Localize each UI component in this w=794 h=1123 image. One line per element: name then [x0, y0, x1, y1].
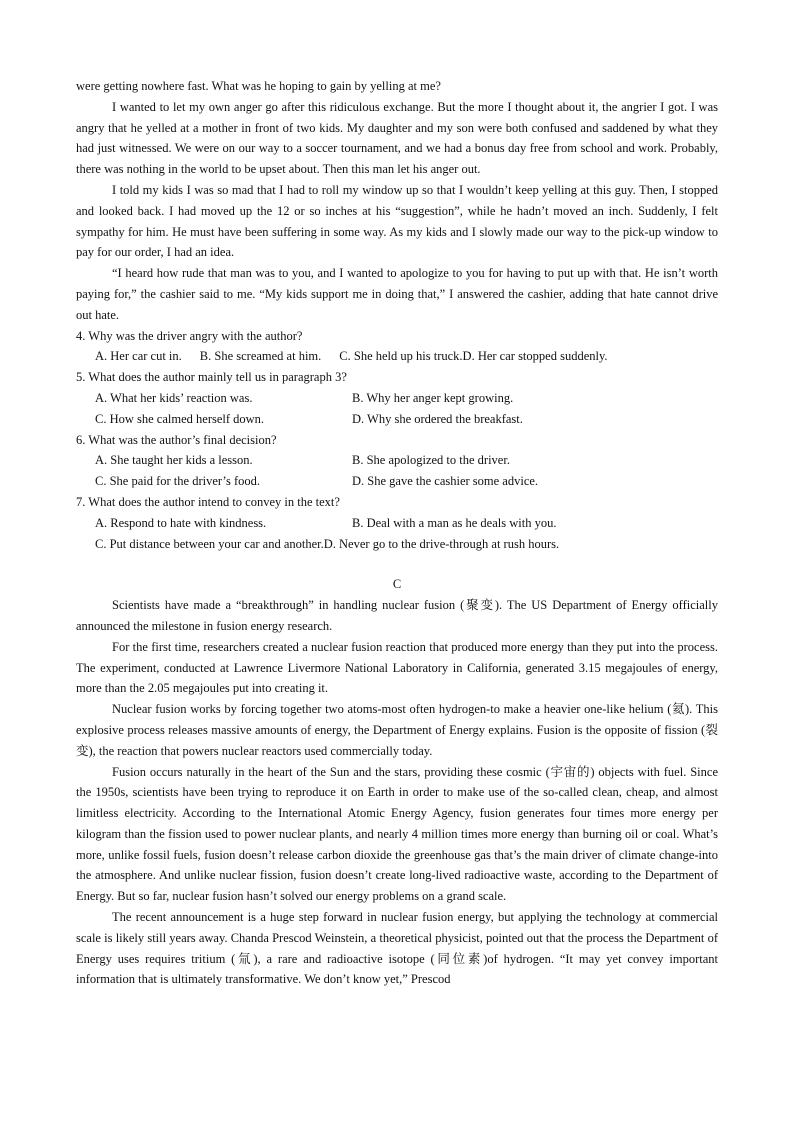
question-5-option-d: D. Why she ordered the breakfast. [352, 411, 523, 426]
passage-c-heading: C [392, 577, 402, 592]
passage-c-paragraph-3: Nuclear fusion works by forcing together two atoms-most often hydrogen-to make a heavier one-like helium (氦). This explosive process releases massive amounts of energy, the Department of Energy explains. Fusion is the opposite of fission (裂变), the reaction that powers nuclear reactors used commercially today. [76, 702, 718, 758]
passage-b-paragraph-2: I wanted to let my own anger go after this ridiculous exchange. But the more I thought about it, the angrier I got. I was angry that he yelled at a mother in front of two kids. My daughter and my son were both confused and saddened by what they had just witnessed. We were on our way to a soccer tournament, and we had a bonus day free from school and work. Probably, there was nothing in the world to be upset about. Then this man let his anger out. [76, 99, 718, 177]
passage-c-paragraph-5: The recent announcement is a huge step forward in nuclear fusion energy, but applying the technology at commercial scale is likely still years away. Chanda Prescod Weinstein, a theoretical physicist, pointed out that the process the Department of Energy uses requires tritium (氚), a rare and radioactive isotope (同位素)of hydrogen. “It may yet convey important information that is ultimately transformative. We don’t know yet,” Prescod [76, 910, 718, 987]
question-4-options [76, 346, 718, 367]
question-7-stem: 7. What does the author intend to convey in the text? [76, 494, 340, 509]
question-6-option-a: A. She taught her kids a lesson. [95, 453, 253, 468]
question-6-option-b: B. She apologized to the driver. [352, 453, 510, 468]
passage-c-paragraph-4: Fusion occurs naturally in the heart of the Sun and the stars, providing these cosmic (宇宙的) objects with fuel. Since the 1950s, scientists have been trying to reproduce it on Earth in order to make use of the so-called clean, cheap, and almost limitless electricity. According to the International Atomic Energy Agency, fusion generates four times more energy per kilogram than the fission used to power nuclear plants, and nearly 4 million times more energy than burning oil or coal. What’s more, unlike fossil fuels, fusion doesn’t release carbon dioxide the greenhouse gas that’s the main driver of climate change-into the atmosphere. And unlike nuclear fission, fusion doesn’t create long-lived radioactive waste, according to the Department of Energy. But so far, nuclear fusion hasn’t solved our energy problems on a grand scale. [76, 764, 718, 904]
question-7-options-row-2 [76, 534, 718, 555]
question-6-option-c: C. She paid for the driver’s food. [95, 474, 261, 489]
question-7-option-a: A. Respond to hate with kindness. [95, 515, 267, 530]
question-5-option-b: B. Why her anger kept growing. [352, 390, 514, 405]
question-5-options [76, 388, 718, 430]
passage-b-paragraph-1: were getting nowhere fast. What was he hoping to gain by yelling at me? [76, 79, 441, 93]
question-7-option-c: C. Put distance between your car and another. [95, 536, 324, 551]
question-4-option-c: C. She held up his truck. [339, 349, 463, 364]
question-7-options-row-1 [76, 513, 718, 534]
question-4-option-a: A. Her car cut in. [95, 349, 182, 364]
question-7-option-b: B. Deal with a man as he deals with you. [352, 515, 557, 530]
question-5-option-a: A. What her kids’ reaction was. [95, 390, 253, 405]
question-7-option-d: D. Never go to the drive-through at rush hours. [323, 536, 560, 551]
question-6-stem: 6. What was the author’s final decision? [76, 432, 277, 447]
passage-c-paragraph-2: For the first time, researchers created a nuclear fusion reaction that produced more energy than they put into the process. The experiment, conducted at Lawrence Livermore National Laboratory in California, generated 3.15 megajoules of energy, more than the 2.05 megajoules put into creating it. [76, 639, 718, 696]
passage-b-paragraph-3: I told my kids I was so mad that I had to roll my window up so that I wouldn’t keep yelling at this guy. Then, I stopped and looked back. I had moved up the 12 or so inches at his “suggestion”, while he hadn’t moved an inch. Suddenly, I felt sympathy for him. He must have been suffering in some way. As my kids and I slowly made our way to the pick-up window to pay for our order, I had an idea. [76, 182, 718, 260]
document-page [76, 76, 718, 990]
question-5-stem: 5. What does the author mainly tell us in paragraph 3? [76, 370, 347, 385]
passage-c-paragraph-1: Scientists have made a “breakthrough” in handling nuclear fusion (聚变). The US Department of Energy officially announced the milestone in fusion energy research. [76, 598, 718, 633]
question-4-stem: 4. Why was the driver angry with the author? [76, 328, 303, 343]
question-4-option-d: D. Her car stopped suddenly. [462, 349, 608, 364]
question-6-options [76, 450, 718, 492]
question-5-option-c: C. How she calmed herself down. [95, 411, 265, 426]
question-4-option-b: B. She screamed at him. [199, 349, 322, 364]
passage-b-paragraph-4: “I heard how rude that man was to you, and I wanted to apologize to you for having to put up with that. He isn’t worth paying for,” the cashier said to me. “My kids support me in doing that,” I answered the cashier, adding that hate cannot drive out hate. [76, 266, 718, 322]
question-6-option-d: D. She gave the cashier some advice. [352, 474, 539, 489]
